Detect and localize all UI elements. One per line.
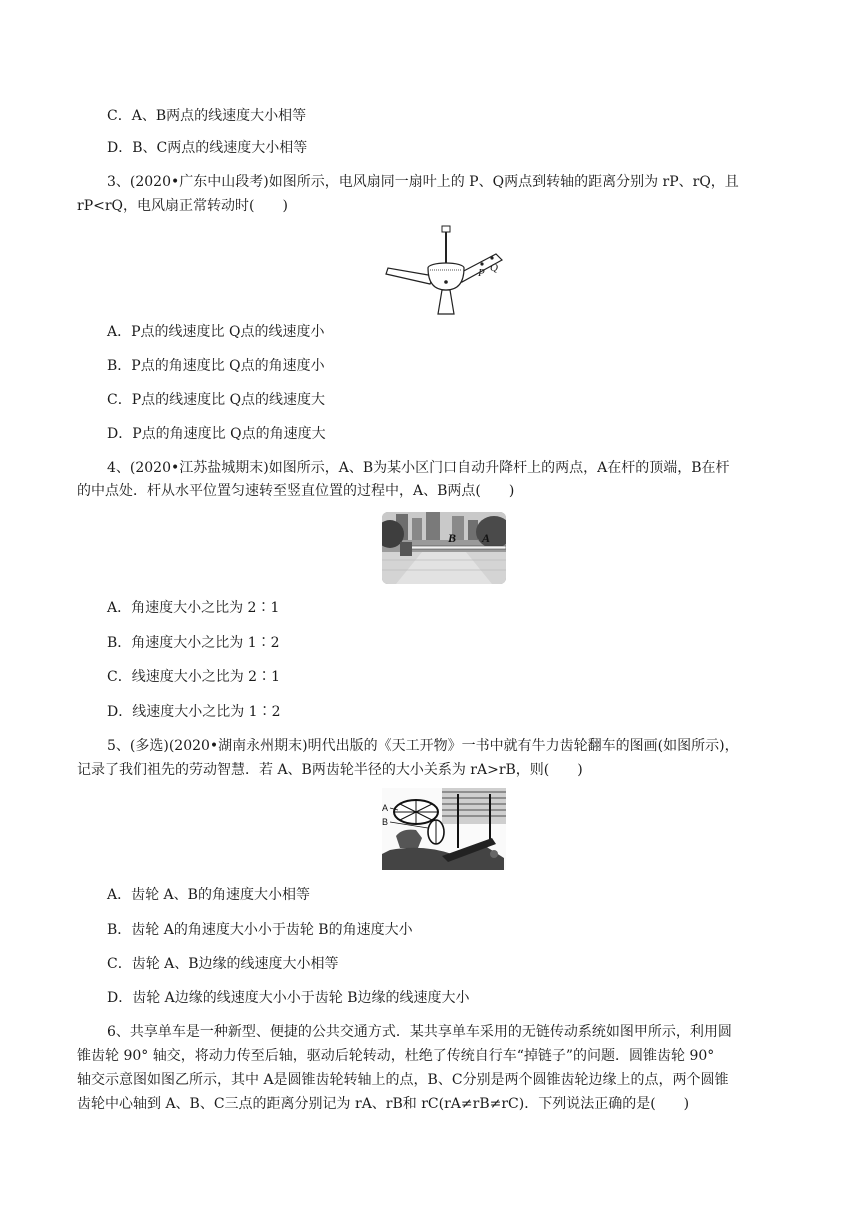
ceiling-fan-figure (384, 224, 510, 316)
q2-option-c: C．A、B两点的线速度大小相等 (107, 108, 307, 124)
label-a: A (482, 531, 491, 545)
q6-stem-line2: 锥齿轮 90° 轴交，将动力传至后轴，驱动后轮转动，杜绝了传统自行车“掉链子”的问题．圆锥齿轮 90° (77, 1048, 715, 1064)
q4-option-c: C．线速度大小之比为 2∶1 (107, 669, 280, 685)
q3-option-a: A．P点的线速度比 Q点的线速度小 (107, 324, 325, 340)
q4-stem-line2: 的中点处．杆从水平位置匀速转至竖直位置的过程中，A、B两点( ) (77, 483, 515, 499)
q4-option-d: D．线速度大小之比为 1∶2 (107, 704, 281, 720)
q4-option-b: B．角速度大小之比为 1∶2 (107, 635, 280, 651)
gate-pole (410, 546, 506, 549)
q3-option-c: C．P点的线速度比 Q点的线速度大 (107, 392, 326, 408)
label-gear-a: A (382, 803, 389, 813)
q5-option-b: B．齿轮 A的角速度大小小于齿轮 B的角速度大小 (107, 922, 413, 938)
fan-hub (428, 268, 464, 290)
q3-stem-line2: rP<rQ，电风扇正常转动时( ) (77, 198, 288, 214)
q6-stem-line1: 6、共享单车是一种新型、便捷的公共交通方式．某共享单车采用的无链传动系统如图甲所示，利用圆 (107, 1024, 732, 1040)
fan-blade-bottom (438, 290, 454, 314)
gate-post (400, 542, 412, 556)
q4-stem-line1: 4、(2020•江苏盐城期末)如图所示，A、B为某小区门口自动升降杆上的两点，A在杆的顶端，B在杆 (107, 460, 730, 476)
barrier-gate-photo (382, 512, 506, 584)
fan-axis-dot (444, 280, 448, 284)
q5-stem-line2: 记录了我们祖先的劳动智慧．若 A、B两齿轮半径的大小关系为 rA>rB，则( ) (77, 762, 583, 778)
q5-stem-line1: 5、(多选)(2020•湖南永州期末)明代出版的《天工开物》一书中就有牛力齿轮翻车的图画(如图所示)， (107, 738, 739, 754)
q3-option-b: B．P点的角速度比 Q点的角速度小 (107, 358, 325, 374)
fan-blade-left (386, 268, 434, 284)
q5-option-a: A．齿轮 A、B的角速度大小相等 (107, 887, 310, 903)
q3-option-d: D．P点的角速度比 Q点的角速度大 (107, 426, 326, 442)
point-p-dot (480, 262, 483, 265)
fan-mount (442, 226, 450, 232)
q3-stem-line1: 3、(2020•广东中山段考)如图所示，电风扇同一扇叶上的 P、Q两点到转轴的距离分别为 rP、rQ，且 (107, 174, 739, 190)
q5-option-c: C．齿轮 A、B边缘的线速度大小相等 (107, 956, 339, 972)
point-q-dot (490, 256, 493, 259)
q6-stem-line4: 齿轮中心轴到 A、B、C三点的距离分别记为 rA、rB和 rC(rA≠rB≠rC)．下列说法正确的是( ) (77, 1096, 690, 1112)
q4-option-a: A．角速度大小之比为 2∶1 (107, 600, 280, 616)
q2-option-d: D．B、C两点的线速度大小相等 (107, 140, 308, 156)
label-b: B (448, 531, 457, 545)
label-p: P (478, 267, 485, 279)
label-gear-b: B (382, 817, 389, 827)
q6-stem-line3: 轴交示意图如图乙所示，其中 A是圆锥齿轮转轴上的点，B、C分别是两个圆锥齿轮边缘上的点，两个圆锥 (77, 1072, 729, 1088)
ox-waterwheel-illustration (382, 788, 506, 870)
label-q: Q (490, 262, 498, 274)
q5-option-d: D．齿轮 A边缘的线速度大小小于齿轮 B边缘的线速度大小 (107, 990, 470, 1006)
